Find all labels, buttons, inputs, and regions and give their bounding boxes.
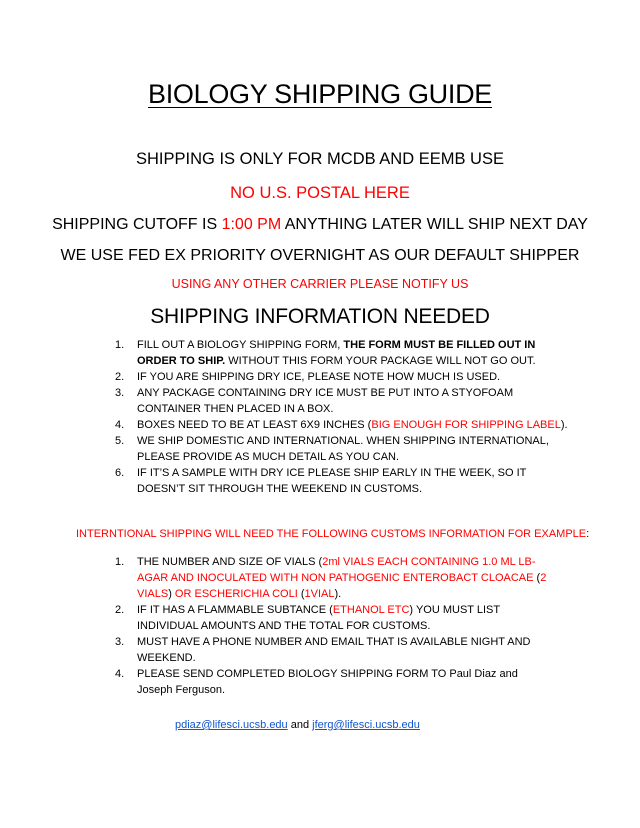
item-number: 2. bbox=[115, 604, 125, 616]
item-text: ). bbox=[334, 588, 342, 600]
international-note bbox=[76, 528, 589, 540]
list-item bbox=[115, 634, 555, 666]
item-text: FILL OUT A BIOLOGY SHIPPING FORM, bbox=[137, 339, 344, 351]
cutoff-suffix: ANYTHING LATER WILL SHIP NEXT DAY bbox=[281, 216, 588, 233]
item-text: ANY PACKAGE CONTAINING DRY ICE MUST BE PUT INTO A STYOFOAM CONTAINER THEN PLACED IN A BOX. bbox=[137, 387, 514, 415]
item-number: 2. bbox=[115, 371, 125, 383]
email-joiner: and bbox=[287, 719, 313, 731]
cutoff-notice bbox=[0, 216, 640, 234]
item-number: 5. bbox=[115, 435, 125, 447]
item-text: IF IT HAS A FLAMMABLE SUBTANCE ( bbox=[137, 604, 333, 616]
item-text: ) YOU MUST LIST INDIVIDUAL AMOUNTS AND THE TOTAL FOR CUSTOMS. bbox=[137, 604, 500, 632]
list-item bbox=[115, 337, 575, 369]
item-text: ) bbox=[168, 588, 175, 600]
list-item bbox=[115, 666, 555, 698]
list-item bbox=[115, 385, 575, 417]
mcdb-only-notice: SHIPPING IS ONLY FOR MCDB AND EEMB USE bbox=[136, 150, 504, 168]
international-note-colon: : bbox=[586, 528, 590, 540]
other-carrier-notice: USING ANY OTHER CARRIER PLEASE NOTIFY US bbox=[171, 277, 469, 291]
list-item bbox=[115, 369, 575, 385]
item-red-text: BIG ENOUGH FOR SHIPPING LABEL bbox=[371, 419, 561, 431]
cutoff-prefix: SHIPPING CUTOFF IS bbox=[52, 216, 222, 233]
item-number: 3. bbox=[115, 636, 125, 648]
item-number: 1. bbox=[115, 556, 125, 568]
no-postal-notice: NO U.S. POSTAL HERE bbox=[230, 184, 410, 202]
list-item bbox=[115, 554, 555, 602]
default-shipper-notice: WE USE FED EX PRIORITY OVERNIGHT AS OUR DEFAULT SHIPPER bbox=[60, 247, 580, 264]
cutoff-time: 1:00 PM bbox=[221, 216, 282, 233]
item-text: IF IT’S A SAMPLE WITH DRY ICE PLEASE SHIP EARLY IN THE WEEK, SO IT DOESN’T SIT THROUGH THE WEEKEND IN CUSTOMS. bbox=[137, 467, 527, 495]
item-bold-text: THE FORM MUST BE FILLED OUT IN ORDER TO SHIP. bbox=[137, 339, 536, 367]
list-item bbox=[115, 465, 575, 497]
item-text: PLEASE SEND COMPLETED BIOLOGY SHIPPING FORM TO Paul Diaz and Joseph Ferguson. bbox=[137, 668, 518, 696]
list-item bbox=[115, 417, 575, 433]
item-text: ( bbox=[297, 588, 305, 600]
item-text: MUST HAVE A PHONE NUMBER AND EMAIL THAT IS AVAILABLE NIGHT AND WEEKEND. bbox=[137, 636, 531, 664]
item-red-text: 1VIAL bbox=[304, 588, 335, 600]
item-red-text: OR ESCHERICHIA COLI bbox=[174, 588, 298, 600]
item-red-text: 2ml VIALS EACH CONTAINING 1.0 ML LB-AGAR AND INOCULATED WITH NON PATHOGENIC ENTEROBACT CLOACAE bbox=[137, 556, 536, 584]
item-text: ). bbox=[560, 419, 568, 431]
page-title: BIOLOGY SHIPPING GUIDE bbox=[148, 79, 492, 109]
item-number: 1. bbox=[115, 339, 125, 351]
item-red-text: 2 VIALS bbox=[137, 572, 547, 600]
item-number: 4. bbox=[115, 419, 125, 431]
list-item bbox=[115, 433, 575, 465]
pdiaz-email-link[interactable]: pdiaz@lifesci.ucsb.edu bbox=[175, 719, 288, 731]
contact-emails bbox=[175, 719, 420, 731]
international-note-text: INTERNTIONAL SHIPPING WILL NEED THE FOLLOWING CUSTOMS INFORMATION FOR EXAMPLE bbox=[76, 528, 587, 540]
item-text: WE SHIP DOMESTIC AND INTERNATIONAL. WHEN SHIPPING INTERNATIONAL, PLEASE PROVIDE AS MUCH DETAIL AS YOU CAN. bbox=[137, 435, 549, 463]
item-text: THE NUMBER AND SIZE OF VIALS ( bbox=[137, 556, 323, 568]
item-text: ( bbox=[533, 572, 541, 584]
item-number: 4. bbox=[115, 668, 125, 680]
item-red-text: ETHANOL ETC bbox=[332, 604, 410, 616]
list-item bbox=[115, 602, 555, 634]
info-heading: SHIPPING INFORMATION NEEDED bbox=[150, 305, 490, 328]
jferg-email-link[interactable]: jferg@lifesci.ucsb.edu bbox=[312, 719, 420, 731]
shipping-info-list bbox=[115, 337, 575, 497]
item-number: 6. bbox=[115, 467, 125, 479]
item-text: WITHOUT THIS FORM YOUR PACKAGE WILL NOT GO OUT. bbox=[225, 355, 536, 367]
item-text: IF YOU ARE SHIPPING DRY ICE, PLEASE NOTE HOW MUCH IS USED. bbox=[137, 371, 501, 383]
item-text: BOXES NEED TO BE AT LEAST 6X9 INCHES ( bbox=[137, 419, 372, 431]
item-number: 3. bbox=[115, 387, 125, 399]
customs-info-list bbox=[115, 554, 555, 698]
